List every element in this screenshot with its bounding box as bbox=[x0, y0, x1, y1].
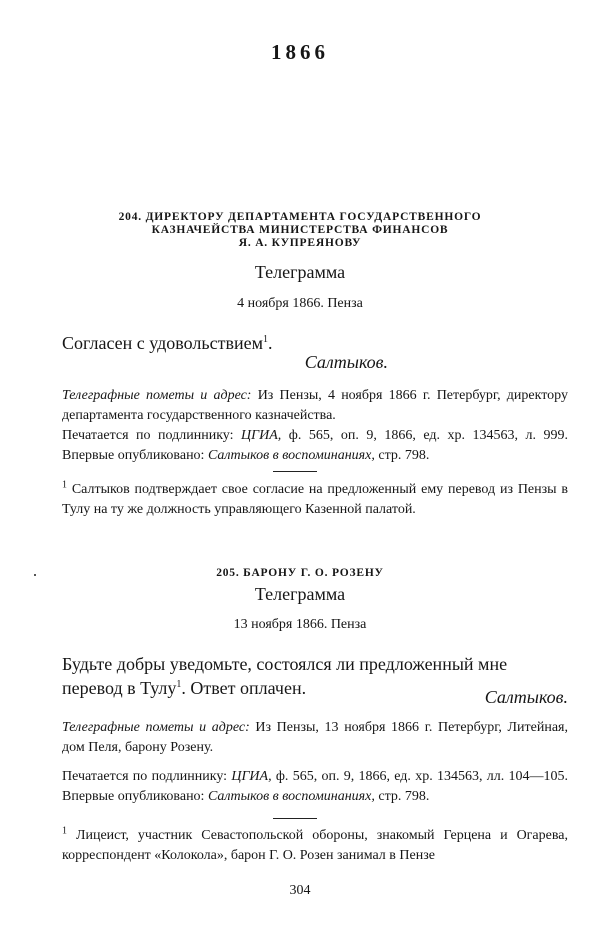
source-prefix: Печатается по подлиннику: bbox=[62, 769, 232, 784]
letter-204-footnote bbox=[62, 480, 568, 520]
heading-line: 204. ДИРЕКТОРУ ДЕПАРТАМЕНТА ГОСУДАРСТВЕННОГО bbox=[118, 211, 482, 223]
footnote-number: 1 bbox=[62, 825, 67, 837]
footnote-divider bbox=[273, 818, 317, 819]
source-details: ф. 565, оп. 9, 1866, ед. хр. 134563, л. 999. Впервые опубликовано: bbox=[62, 428, 569, 463]
letter-204-address bbox=[62, 386, 568, 426]
letter-205-footnote bbox=[62, 826, 568, 866]
letter-205-genre: Телеграмма bbox=[254, 584, 346, 604]
footnote-text: Салтыков подтверждает свое согласие на предложенный ему перевод из Пензы в Тулу на ту же должность управляющего Казенной палатой. bbox=[62, 482, 568, 517]
letter-205-heading: 205. БАРОНУ Г. О. РОЗЕНУ bbox=[216, 567, 384, 579]
source-page: стр. 798. bbox=[374, 789, 430, 804]
telegram-text-line: перевод в Тулу bbox=[62, 678, 177, 698]
source-publication: Салтыков в воспоминаниях, bbox=[207, 448, 375, 463]
telegram-text-end: . bbox=[268, 333, 273, 353]
footnote-number: 1 bbox=[62, 479, 67, 491]
address-label: Телеграфные пометы и адрес: bbox=[62, 720, 250, 735]
source-archive: ЦГИА, bbox=[231, 769, 272, 784]
address-text: Из Пензы, 4 ноября 1866 г. Петербург, директору департамента государственного казначейства. bbox=[62, 388, 568, 423]
telegram-text: Согласен с удовольствием bbox=[62, 333, 263, 353]
footnote-ref: 1 bbox=[263, 334, 268, 345]
source-prefix: Печатается по подлиннику: bbox=[62, 428, 242, 443]
source-publication: Салтыков в воспоминаниях, bbox=[207, 789, 375, 804]
letter-205-signature: Салтыков. bbox=[484, 687, 568, 707]
letter-204-date: 4 ноября 1866. Пенза bbox=[237, 296, 363, 311]
source-details: ф. 565, оп. 9, 1866, ед. хр. 134563, лл. 104—105. Впервые опубликовано: bbox=[62, 769, 568, 804]
letter-205-address bbox=[62, 718, 568, 758]
source-archive: ЦГИА, bbox=[241, 428, 282, 443]
page-number: 304 bbox=[289, 883, 311, 898]
letter-205-date: 13 ноября 1866. Пенза bbox=[233, 617, 367, 632]
address-label: Телеграфные пометы и адрес: bbox=[62, 388, 252, 403]
address-text: Из Пензы, 13 ноября 1866 г. Петербург, Литейная, дом Пеля, барону Розену. bbox=[62, 720, 568, 755]
letter-204-source bbox=[62, 426, 568, 466]
letter-204-heading bbox=[0, 211, 600, 250]
heading-line: Я. А. КУПРЕЯНОВУ bbox=[238, 237, 362, 249]
source-page: стр. 798. bbox=[374, 448, 430, 463]
letter-205-source bbox=[62, 767, 568, 807]
footnote-text: Лицеист, участник Севастопольской обороны, знакомый Герцена и Огарева, корреспондент «Колокола», барон Г. О. Розен занимал в Пензе bbox=[62, 828, 568, 863]
page-year: 1866 bbox=[271, 40, 329, 64]
footnote-ref: 1 bbox=[176, 679, 182, 690]
telegram-text-line: Будьте добры уведомьте, состоялся ли предложенный мне bbox=[62, 654, 508, 674]
letter-204-genre: Телеграмма bbox=[254, 262, 346, 282]
telegram-text-end: . Ответ оплачен. bbox=[181, 678, 307, 698]
letter-204-signature: Салтыков. bbox=[304, 352, 388, 372]
heading-line: КАЗНАЧЕЙСТВА МИНИСТЕРСТВА ФИНАНСОВ bbox=[151, 224, 449, 236]
footnote-divider bbox=[273, 471, 317, 472]
